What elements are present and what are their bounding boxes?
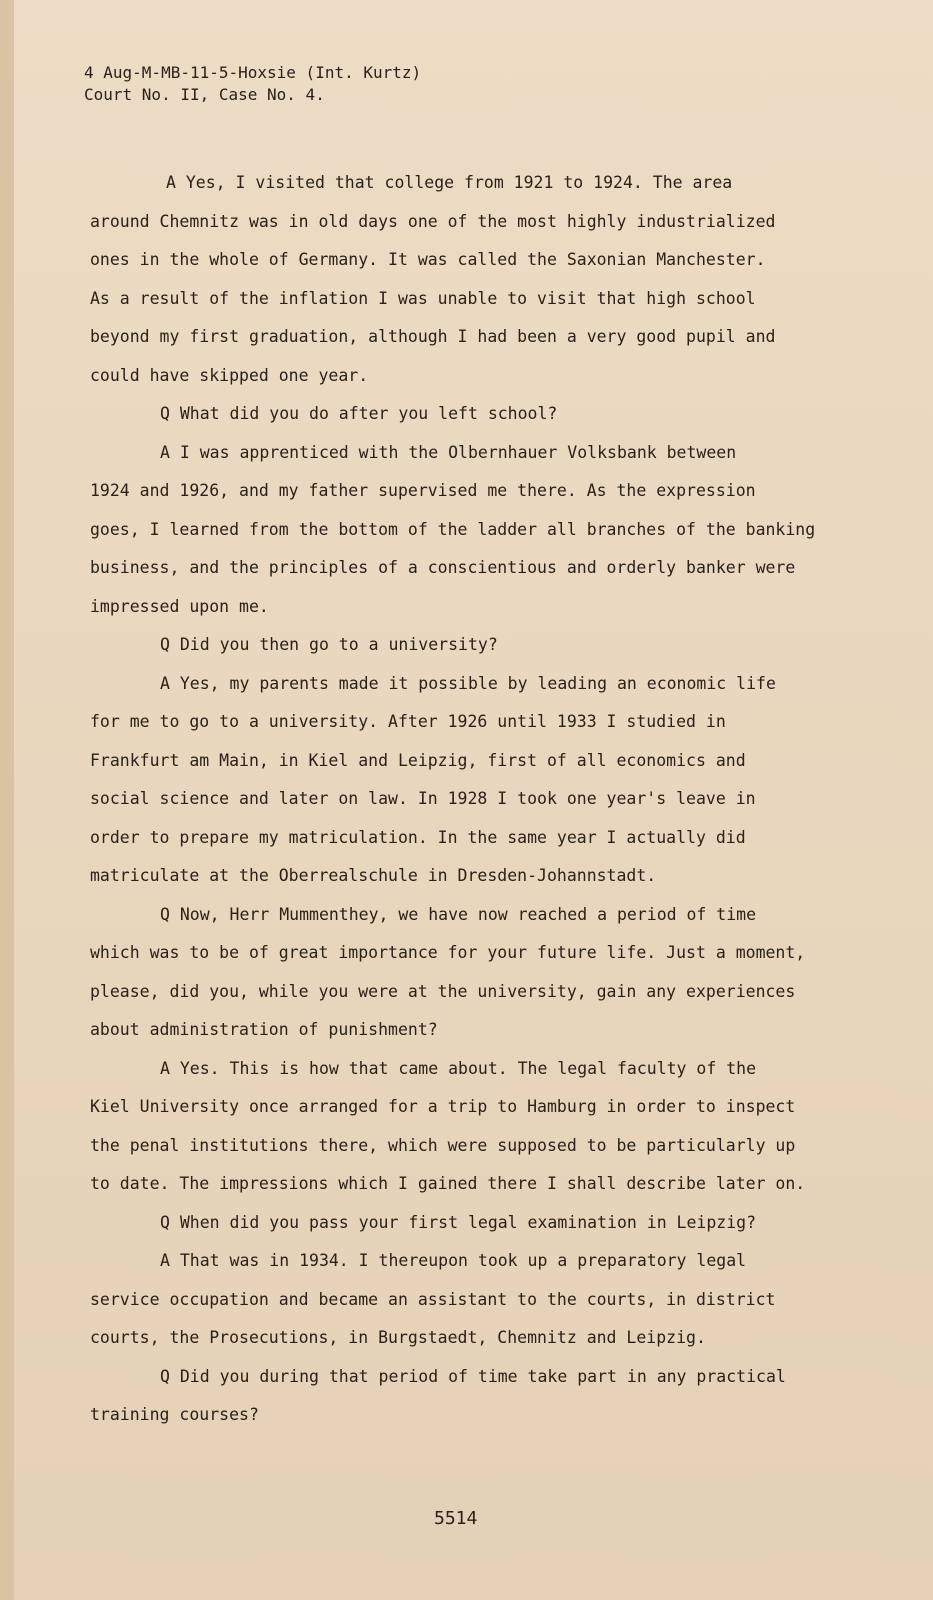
text-line: A Yes, I visited that college from 1921 to 1924. The area [166, 173, 733, 192]
text-line: business, and the principles of a conscientious and orderly banker were [90, 558, 796, 577]
paragraph-answer [78, 434, 848, 627]
transcript-body [78, 164, 848, 1435]
paragraph-question [78, 395, 848, 434]
paragraph-question [78, 1204, 848, 1243]
text-line: Q When did you pass your first legal examination in Leipzig? [160, 1212, 757, 1232]
text-line: please, did you, while you were at the university, gain any experiences [90, 981, 796, 1001]
paragraph-question [78, 626, 848, 665]
text-line: Q Did you during that period of time take part in any practical [160, 1366, 786, 1386]
text-line: for me to go to a university. After 1926 until 1933 I studied in [90, 712, 726, 731]
text-line: around Chemnitz was in old days one of the most highly industrialized [90, 211, 776, 231]
page-number: 5514 [434, 1508, 478, 1529]
text-line: A Yes. This is how that came about. The legal faculty of the [160, 1058, 757, 1078]
text-line: A That was in 1934. I thereupon took up a preparatory legal [160, 1251, 747, 1270]
text-line: impressed upon me. [90, 596, 269, 616]
paragraph-question [78, 1358, 848, 1435]
text-line: Frankfurt am Main, in Kiel and Leipzig, first of all economics and [90, 750, 746, 770]
text-line: Q What did you do after you left school? [160, 404, 558, 423]
text-line: As a result of the inflation I was unable to visit that high school [90, 288, 756, 308]
text-line: the penal institutions there, which were supposed to be particularly up [90, 1135, 796, 1155]
paragraph-answer [78, 1242, 848, 1358]
text-line: which was to be of great importance for your future life. Just a moment, [90, 943, 806, 962]
text-line: beyond my first graduation, although I had been a very good pupil and [90, 327, 776, 346]
text-line: could have skipped one year. [90, 365, 369, 385]
paragraph-answer [78, 164, 848, 395]
text-line: A Yes, my parents made it possible by leading an economic life [160, 673, 776, 693]
text-line: matriculate at the Oberrealschule in Dresden-Johannstadt. [90, 866, 657, 885]
paragraph-answer [78, 1050, 848, 1204]
paragraph-answer [78, 665, 848, 896]
text-line: Kiel University once arranged for a trip to Hamburg in order to inspect [90, 1097, 796, 1116]
text-line: service occupation and became an assistant to the courts, in district [90, 1289, 776, 1309]
text-line: Q Now, Herr Mummenthey, we have now reached a period of time [160, 904, 757, 924]
text-line: about administration of punishment? [90, 1020, 438, 1039]
text-line: 1924 and 1926, and my father supervised me there. As the expression [90, 481, 756, 500]
paragraph-question [78, 896, 848, 1050]
text-line: to date. The impressions which I gained there I shall describe later on. [90, 1174, 806, 1193]
text-line: ones in the whole of Germany. It was called the Saxonian Manchester. [90, 250, 766, 269]
text-line: training courses? [90, 1405, 259, 1424]
header-line-1: 4 Aug-M-MB-11-5-Hoxsie (Int. Kurtz) [84, 63, 422, 82]
text-line: courts, the Prosecutions, in Burgstaedt, Chemnitz and Leipzig. [90, 1328, 706, 1347]
text-line: A I was apprenticed with the Olbernhauer Volksbank between [160, 442, 737, 462]
header-line-2: Court No. II, Case No. 4. [84, 85, 325, 104]
text-line: order to prepare my matriculation. In the same year I actually did [90, 827, 746, 847]
text-line: social science and later on law. In 1928 I took one year's leave in [90, 789, 756, 808]
text-line: goes, I learned from the bottom of the ladder all branches of the banking [90, 519, 816, 539]
text-line: Q Did you then go to a university? [160, 635, 498, 654]
document-header [84, 62, 421, 106]
